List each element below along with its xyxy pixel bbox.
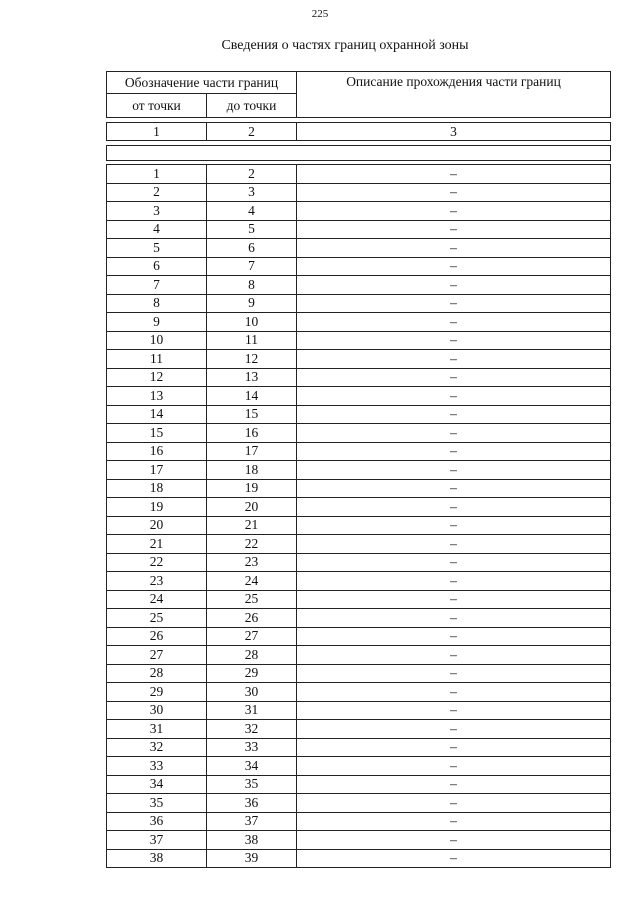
cell-from-point: 29	[107, 683, 207, 702]
table-row	[107, 609, 611, 628]
cell-description: –	[297, 220, 611, 239]
table-row	[107, 720, 611, 739]
cell-to-point: 8	[207, 276, 297, 295]
cell-from-point: 20	[107, 516, 207, 535]
cell-description: –	[297, 498, 611, 517]
table-row	[107, 202, 611, 221]
table-row	[107, 424, 611, 443]
table-row	[107, 757, 611, 776]
cell-description: –	[297, 775, 611, 794]
cell-from-point: 27	[107, 646, 207, 665]
cell-from-point: 14	[107, 405, 207, 424]
header-to-point: до точки	[207, 94, 297, 118]
cell-to-point: 11	[207, 331, 297, 350]
table-row	[107, 387, 611, 406]
cell-description: –	[297, 516, 611, 535]
table-row	[107, 257, 611, 276]
cell-from-point: 15	[107, 424, 207, 443]
cell-from-point: 10	[107, 331, 207, 350]
table-row	[107, 646, 611, 665]
cell-from-point: 37	[107, 831, 207, 850]
cell-to-point: 13	[207, 368, 297, 387]
cell-description: –	[297, 701, 611, 720]
cell-from-point: 24	[107, 590, 207, 609]
table-row	[107, 313, 611, 332]
table-row	[107, 849, 611, 868]
cell-from-point: 36	[107, 812, 207, 831]
cell-from-point: 31	[107, 720, 207, 739]
cell-description: –	[297, 590, 611, 609]
cell-to-point: 34	[207, 757, 297, 776]
cell-to-point: 33	[207, 738, 297, 757]
cell-from-point: 28	[107, 664, 207, 683]
table-row	[107, 794, 611, 813]
table-row	[107, 498, 611, 517]
cell-description: –	[297, 461, 611, 480]
cell-from-point: 33	[107, 757, 207, 776]
cell-description: –	[297, 313, 611, 332]
table-row	[107, 664, 611, 683]
cell-from-point: 13	[107, 387, 207, 406]
cell-description: –	[297, 239, 611, 258]
cell-to-point: 3	[207, 183, 297, 202]
cell-description: –	[297, 572, 611, 591]
cell-to-point: 20	[207, 498, 297, 517]
cell-description: –	[297, 627, 611, 646]
column-numbers-row	[107, 123, 611, 141]
cell-description: –	[297, 387, 611, 406]
table-row	[107, 627, 611, 646]
cell-description: –	[297, 294, 611, 313]
cell-from-point: 8	[107, 294, 207, 313]
cell-description: –	[297, 424, 611, 443]
table-row	[107, 775, 611, 794]
table-row	[107, 535, 611, 554]
cell-to-point: 2	[207, 165, 297, 184]
cell-from-point: 32	[107, 738, 207, 757]
cell-to-point: 17	[207, 442, 297, 461]
cell-from-point: 5	[107, 239, 207, 258]
cell-to-point: 4	[207, 202, 297, 221]
cell-to-point: 38	[207, 831, 297, 850]
cell-description: –	[297, 553, 611, 572]
cell-description: –	[297, 535, 611, 554]
cell-to-point: 23	[207, 553, 297, 572]
cell-to-point: 19	[207, 479, 297, 498]
cell-from-point: 30	[107, 701, 207, 720]
cell-description: –	[297, 257, 611, 276]
blank-section-row	[107, 146, 611, 161]
cell-description: –	[297, 738, 611, 757]
cell-description: –	[297, 165, 611, 184]
cell-from-point: 2	[107, 183, 207, 202]
cell-to-point: 39	[207, 849, 297, 868]
cell-from-point: 38	[107, 849, 207, 868]
cell-to-point: 25	[207, 590, 297, 609]
table-row	[107, 183, 611, 202]
cell-description: –	[297, 350, 611, 369]
header-description: Описание прохождения части границ	[297, 72, 611, 118]
cell-from-point: 18	[107, 479, 207, 498]
table-row	[107, 683, 611, 702]
cell-description: –	[297, 276, 611, 295]
table-row	[107, 553, 611, 572]
column-number: 1	[107, 123, 207, 141]
cell-from-point: 34	[107, 775, 207, 794]
cell-from-point: 26	[107, 627, 207, 646]
cell-description: –	[297, 646, 611, 665]
cell-description: –	[297, 794, 611, 813]
cell-to-point: 36	[207, 794, 297, 813]
cell-to-point: 9	[207, 294, 297, 313]
table-row	[107, 220, 611, 239]
table-row	[107, 239, 611, 258]
cell-from-point: 17	[107, 461, 207, 480]
cell-to-point: 27	[207, 627, 297, 646]
table-row	[107, 738, 611, 757]
table-row	[107, 276, 611, 295]
cell-from-point: 23	[107, 572, 207, 591]
column-number: 2	[207, 123, 297, 141]
cell-description: –	[297, 683, 611, 702]
cell-from-point: 4	[107, 220, 207, 239]
cell-from-point: 11	[107, 350, 207, 369]
cell-to-point: 26	[207, 609, 297, 628]
table-row	[107, 479, 611, 498]
table-row	[107, 350, 611, 369]
cell-description: –	[297, 664, 611, 683]
cell-to-point: 5	[207, 220, 297, 239]
cell-from-point: 1	[107, 165, 207, 184]
cell-description: –	[297, 757, 611, 776]
table-row	[107, 590, 611, 609]
cell-to-point: 31	[207, 701, 297, 720]
header-boundary-designation: Обозначение части границ	[107, 72, 297, 94]
cell-from-point: 25	[107, 609, 207, 628]
cell-description: –	[297, 442, 611, 461]
table-row	[107, 294, 611, 313]
cell-to-point: 12	[207, 350, 297, 369]
cell-description: –	[297, 368, 611, 387]
table-row	[107, 368, 611, 387]
table-row	[107, 165, 611, 184]
page-number: 225	[311, 8, 329, 20]
cell-from-point: 19	[107, 498, 207, 517]
table-row	[107, 572, 611, 591]
cell-description: –	[297, 405, 611, 424]
table-row	[107, 831, 611, 850]
cell-description: –	[297, 609, 611, 628]
cell-to-point: 22	[207, 535, 297, 554]
cell-to-point: 10	[207, 313, 297, 332]
table-row	[107, 812, 611, 831]
column-number: 3	[297, 123, 611, 141]
cell-to-point: 18	[207, 461, 297, 480]
table-row	[107, 701, 611, 720]
cell-description: –	[297, 479, 611, 498]
header-row-group	[107, 72, 611, 94]
cell-description: –	[297, 812, 611, 831]
cell-to-point: 32	[207, 720, 297, 739]
table-row	[107, 405, 611, 424]
table-row	[107, 461, 611, 480]
document-title: Сведения о частях границ охранной зоны	[221, 38, 469, 53]
cell-description: –	[297, 831, 611, 850]
cell-from-point: 21	[107, 535, 207, 554]
cell-to-point: 21	[207, 516, 297, 535]
cell-to-point: 6	[207, 239, 297, 258]
cell-to-point: 35	[207, 775, 297, 794]
cell-description: –	[297, 202, 611, 221]
cell-from-point: 16	[107, 442, 207, 461]
cell-from-point: 7	[107, 276, 207, 295]
cell-from-point: 9	[107, 313, 207, 332]
cell-to-point: 15	[207, 405, 297, 424]
cell-description: –	[297, 183, 611, 202]
cell-to-point: 16	[207, 424, 297, 443]
cell-from-point: 6	[107, 257, 207, 276]
cell-description: –	[297, 331, 611, 350]
cell-to-point: 7	[207, 257, 297, 276]
cell-to-point: 37	[207, 812, 297, 831]
cell-to-point: 29	[207, 664, 297, 683]
header-from-point: от точки	[107, 94, 207, 118]
table-row	[107, 331, 611, 350]
cell-to-point: 30	[207, 683, 297, 702]
cell-description: –	[297, 849, 611, 868]
cell-from-point: 12	[107, 368, 207, 387]
boundary-parts-table	[106, 71, 611, 868]
table-row	[107, 516, 611, 535]
cell-from-point: 3	[107, 202, 207, 221]
cell-to-point: 28	[207, 646, 297, 665]
cell-from-point: 22	[107, 553, 207, 572]
cell-to-point: 14	[207, 387, 297, 406]
table-row	[107, 442, 611, 461]
cell-description: –	[297, 720, 611, 739]
cell-to-point: 24	[207, 572, 297, 591]
cell-from-point: 35	[107, 794, 207, 813]
